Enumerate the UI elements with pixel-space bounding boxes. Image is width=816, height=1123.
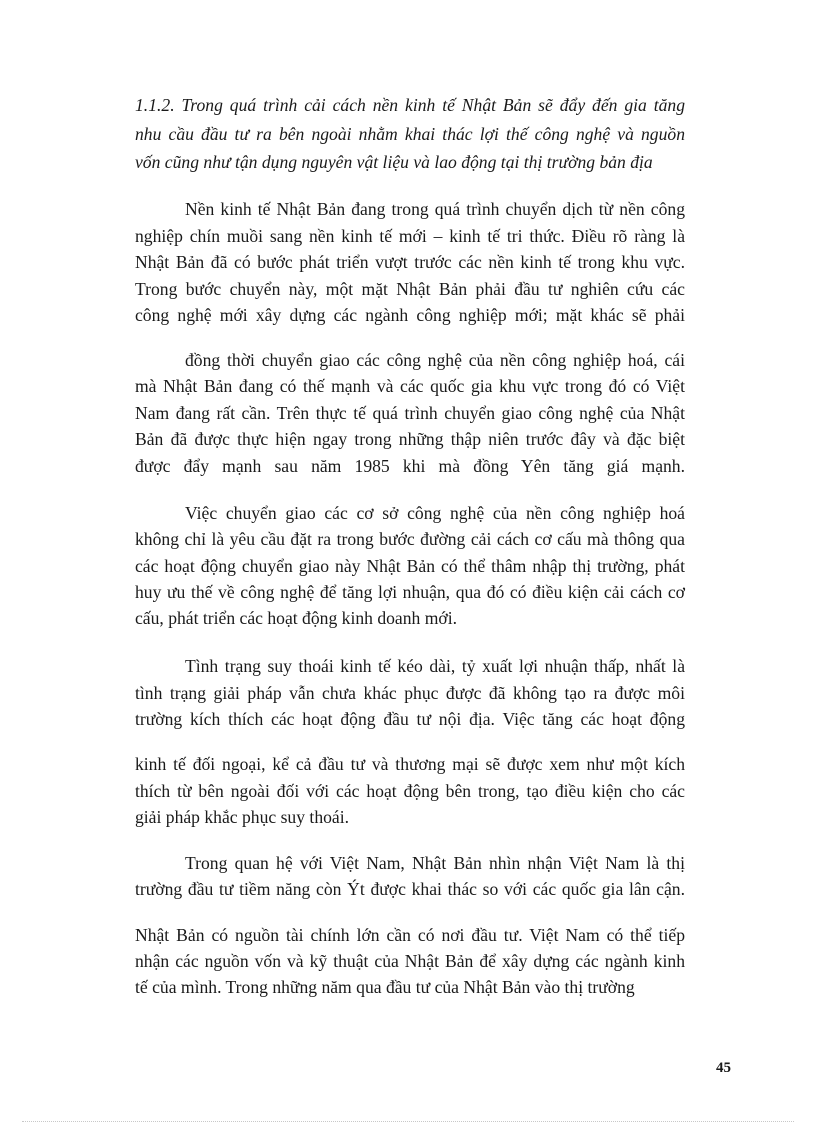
paragraph-2-line-5: được đẩy mạnh sau năm 1985 khi mà đồng Yên tăng giá mạnh. — [135, 456, 685, 476]
paragraph-5-line-2: thích từ bên ngoài đối với các hoạt động bên trong, tạo điều kiện cho các — [135, 781, 685, 801]
paragraph-7-line-1: Nhật Bản có nguồn tài chính lớn cần có nơi đầu tư. Việt Nam có thể tiếp — [135, 925, 685, 945]
paragraph-3-line-2: không chỉ là yêu cầu đặt ra trong bước đường cải cách cơ cấu mà thông qua — [135, 529, 685, 549]
paragraph-1-line-4: Trong bước chuyển này, một mặt Nhật Bản phải đầu tư nghiên cứu các — [135, 279, 685, 299]
paragraph-5-line-1: kinh tế đối ngoại, kể cả đầu tư và thương mại sẽ được xem như một kích — [135, 754, 685, 774]
paragraph-4-line-3: trường kích thích các hoạt động đầu tư nội địa. Việc tăng các hoạt động — [135, 709, 685, 729]
paragraph-1-line-2: nghiệp chín muồi sang nền kinh tế mới – kinh tế tri thức. Điều rõ ràng là — [135, 226, 685, 246]
paragraph-1-line-3: Nhật Bản đã có bước phát triển vượt trước các nền kinh tế trong khu vực. — [135, 252, 685, 272]
section-heading-line-3: vốn cũng như tận dụng nguyên vật liệu và lao động tại thị trường bản địa — [135, 152, 653, 172]
paragraph-4-line-1: Tình trạng suy thoái kinh tế kéo dài, tỷ xuất lợi nhuận thấp, nhất là — [185, 656, 685, 676]
paragraph-5-line-3: giải pháp khắc phục suy thoái. — [135, 807, 350, 827]
paragraph-3-line-4: huy ưu thế về công nghệ để tăng lợi nhuận, qua đó có điều kiện cải cách cơ — [135, 582, 685, 602]
paragraph-3-line-3: các hoạt động chuyển giao này Nhật Bản có thể thâm nhập thị trường, phát — [135, 556, 685, 576]
page-number: 45 — [716, 1060, 731, 1076]
paragraph-7-line-3: tế của mình. Trong những năm qua đầu tư của Nhật Bản vào thị trường — [135, 977, 635, 997]
paragraph-3-line-5: cấu, phát triển các hoạt động kinh doanh mới. — [135, 608, 457, 628]
paragraph-6-line-1: Trong quan hệ với Việt Nam, Nhật Bản nhìn nhận Việt Nam là thị — [185, 853, 685, 873]
paragraph-2-line-2: mà Nhật Bản đang có thế mạnh và các quốc gia khu vực trong đó có Việt — [135, 376, 685, 396]
paragraph-7-line-2: nhận các nguồn vốn và kỹ thuật của Nhật Bản để xây dựng các ngành kinh — [135, 951, 685, 971]
paragraph-1-line-1: Nền kinh tế Nhật Bản đang trong quá trình chuyển dịch từ nền công — [185, 199, 685, 219]
paragraph-2-line-3: Nam đang rất cần. Trên thực tế quá trình chuyển giao công nghệ của Nhật — [135, 403, 685, 423]
section-heading-line-2: nhu cầu đầu tư ra bên ngoài nhằm khai thác lợi thế công nghệ và nguồn — [135, 124, 685, 144]
paragraph-1-line-5: công nghệ mới xây dựng các ngành công nghiệp mới; mặt khác sẽ phải — [135, 305, 685, 325]
paragraph-3-line-1: Việc chuyển giao các cơ sở công nghệ của nền công nghiệp hoá — [185, 503, 685, 523]
paragraph-2-line-4: Bản đã được thực hiện ngay trong những thập niên trước đây và đặc biệt — [135, 429, 685, 449]
paragraph-4-line-2: tình trạng giải pháp vẫn chưa khác phục được đã không tạo ra được môi — [135, 683, 685, 703]
bottom-divider — [22, 1121, 794, 1122]
paragraph-6-line-2: trường đầu tư tiềm năng còn Ýt được khai thác so với các quốc gia lân cận. — [135, 879, 685, 899]
section-heading-line-1: 1.1.2. Trong quá trình cải cách nền kinh tế Nhật Bản sẽ đẩy đến gia tăng — [135, 95, 685, 115]
paragraph-2-line-1: đồng thời chuyển giao các công nghệ của nền công nghiệp hoá, cái — [185, 350, 685, 370]
